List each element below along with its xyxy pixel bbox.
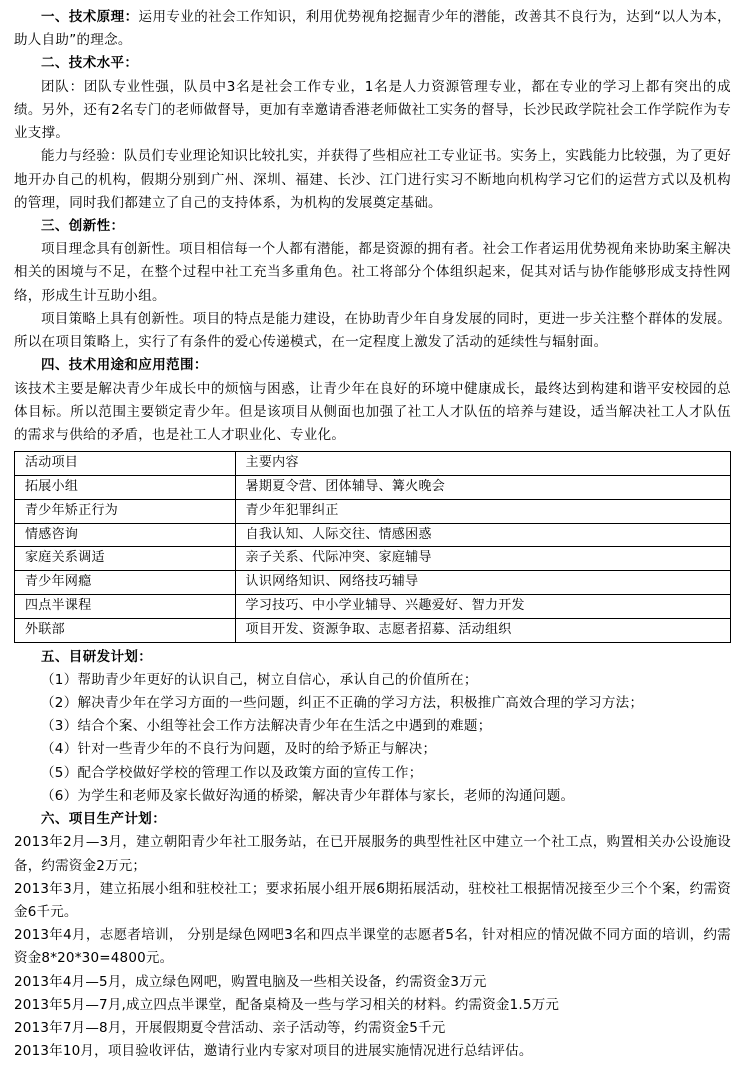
table-cell-activity: 外联部: [15, 618, 236, 642]
table-cell-content: 青少年犯罪纠正: [235, 499, 730, 523]
list-item: 2013年3月，建立拓展小组和驻校社工；要求拓展小组开展6期拓展活动，驻校社工根据情况接至少三个个案，约需资金6千元。: [14, 880, 731, 920]
list-item: 2013年7月—8月，开展假期夏令营活动、亲子活动等，约需资金5千元: [14, 1020, 446, 1037]
table-cell-activity: 情感咨询: [15, 523, 236, 547]
list-item: 2013年5月—7月,成立四点半课堂，配备桌椅及一些与学习相关的材料。约需资金1.5万元: [14, 996, 560, 1013]
table-cell-activity: 拓展小组: [15, 475, 236, 499]
activity-table: [14, 451, 731, 642]
level-paragraph-1: 团队：团队专业性强，队员中3名是社会工作专业，1名是人力资源管理专业，都在专业的学习上都有突出的成绩。另外，还有2名专门的老师做督导，更加有幸邀请香港老师做社工实务的督导，长沙民政学院社会工作学院作为专业支撑。: [14, 78, 731, 142]
table-row: [15, 594, 731, 618]
table-cell-content: 暑期夏令营、团体辅导、篝火晚会: [235, 475, 730, 499]
table-header-activity: 活动项目: [15, 452, 236, 476]
table-header-content: 主要内容: [235, 452, 730, 476]
scope-paragraph: 该技术主要是解决青少年成长中的烦恼与困惑，让青少年在良好的环境中健康成长，最终达到构建和谐平安校园的总体目标。所以范围主要锁定青少年。但是该项目从侧面也加强了社工人才队伍的培养与建设，适当解决社工人才队伍的需求与供给的矛盾，也是社工人才职业化、专业化。: [14, 380, 731, 443]
section-level-heading: 二、技术水平：: [41, 55, 139, 72]
list-item: 2013年10月，项目验收评估，邀请行业内专家对项目的进展实施情况进行总结评估。: [14, 1043, 533, 1060]
section-production-plan-heading: 六、项目生产计划：: [41, 811, 167, 828]
table-cell-content: 项目开发、资源争取、志愿者招募、活动组织: [235, 618, 730, 642]
table-cell-content: 亲子关系、代际冲突、家庭辅导: [235, 547, 730, 571]
table-cell-activity: 青少年矫正行为: [15, 499, 236, 523]
table-row: [15, 571, 731, 595]
section-innovation-heading: 三、创新性：: [41, 217, 125, 234]
table-row: [15, 547, 731, 571]
section-principle-heading: 一、技术原理：: [41, 9, 139, 25]
list-item: 2013年4月—5月，成立绿色网吧，购置电脑及一些相关设备，约需资金3万元: [14, 973, 487, 990]
section-research-plan-heading: 五、目研发计划：: [41, 648, 153, 665]
table-cell-content: 认识网络知识、网络技巧辅导: [235, 571, 730, 595]
table-cell-content: 自我认知、人际交往、情感困惑: [235, 523, 730, 547]
table-row: [15, 499, 731, 523]
innovation-paragraph-2: 项目策略上具有创新性。项目的特点是能力建设，在协助青少年自身发展的同时，更进一步关注整个群体的发展。所以在项目策略上，实行了有条件的爱心传递模式，在一定程度上激发了活动的延续性与辐射面。: [14, 310, 731, 351]
list-item: （6）为学生和老师及家长做好沟通的桥梁，解决青少年群体与家长，老师的沟通问题。: [41, 787, 575, 804]
list-item: （4）针对一些青少年的不良行为问题，及时的给予矫正与解决；: [41, 741, 437, 758]
list-item: 2013年4月，志愿者培训， 分别是绿色网吧3名和四点半课堂的志愿者5名，针对相应的情况做不同方面的培训，约需资金8*20*30=4800元。: [14, 927, 731, 967]
list-item: （1）帮助青少年更好的认识自己，树立自信心，承认自己的价值所在；: [41, 671, 478, 688]
list-item: 2013年2月—3月，建立朝阳青少年社工服务站，在已开展服务的典型性社区中建立一个社工点，购置相关办公设施设备，约需资金2万元；: [14, 834, 731, 874]
table-cell-activity: 四点半课程: [15, 594, 236, 618]
list-item: （2）解决青少年在学习方面的一些问题，纠正不正确的学习方法，积极推广高效合理的学习方法；: [41, 694, 644, 711]
table-row: [15, 475, 731, 499]
list-item: （5）配合学校做好学校的管理工作以及政策方面的宣传工作；: [41, 764, 423, 781]
table-cell-activity: 家庭关系调适: [15, 547, 236, 571]
level-paragraph-2: 能力与经验：队员们专业理论知识比较扎实，并获得了些相应社工专业证书。实务上，实践能力比较强，为了更好地开办自己的机构，假期分别到广州、深圳、福建、长沙、江门进行实习不断地向机构学习它们的运营方式以及机构的管理，同时我们都建立了自己的支持体系，为机构的发展奠定基础。: [14, 148, 731, 211]
research-plan-list: [14, 669, 731, 808]
section-principle: [14, 6, 731, 52]
innovation-paragraph-1: 项目理念具有创新性。项目相信每一个人都有潜能，都是资源的拥有者。社会工作者运用优势视角来协助案主解决相关的困境与不足，在整个过程中社工充当多重角色。社工将部分个体组织起来，促其对话与协作能够形成支持性网络，形成生计互助小组。: [14, 241, 731, 304]
list-item: （3）结合个案、小组等社会工作方法解决青少年在生活之中遇到的难题；: [41, 718, 492, 735]
table-cell-content: 学习技巧、中小学业辅导、兴趣爱好、智力开发: [235, 594, 730, 618]
table-row: [15, 523, 731, 547]
table-cell-activity: 青少年网瘾: [15, 571, 236, 595]
section-scope-heading: 四、技术用途和应用范围：: [41, 357, 208, 374]
section-principle-text: 运用专业的社会工作知识，利用优势视角挖掘青少年的潜能，改善其不良行为，达到“以人为本，助人自助”的理念。: [14, 9, 731, 49]
table-header-row: [15, 452, 731, 476]
production-plan-list: [14, 831, 731, 1063]
table-row: [15, 618, 731, 642]
